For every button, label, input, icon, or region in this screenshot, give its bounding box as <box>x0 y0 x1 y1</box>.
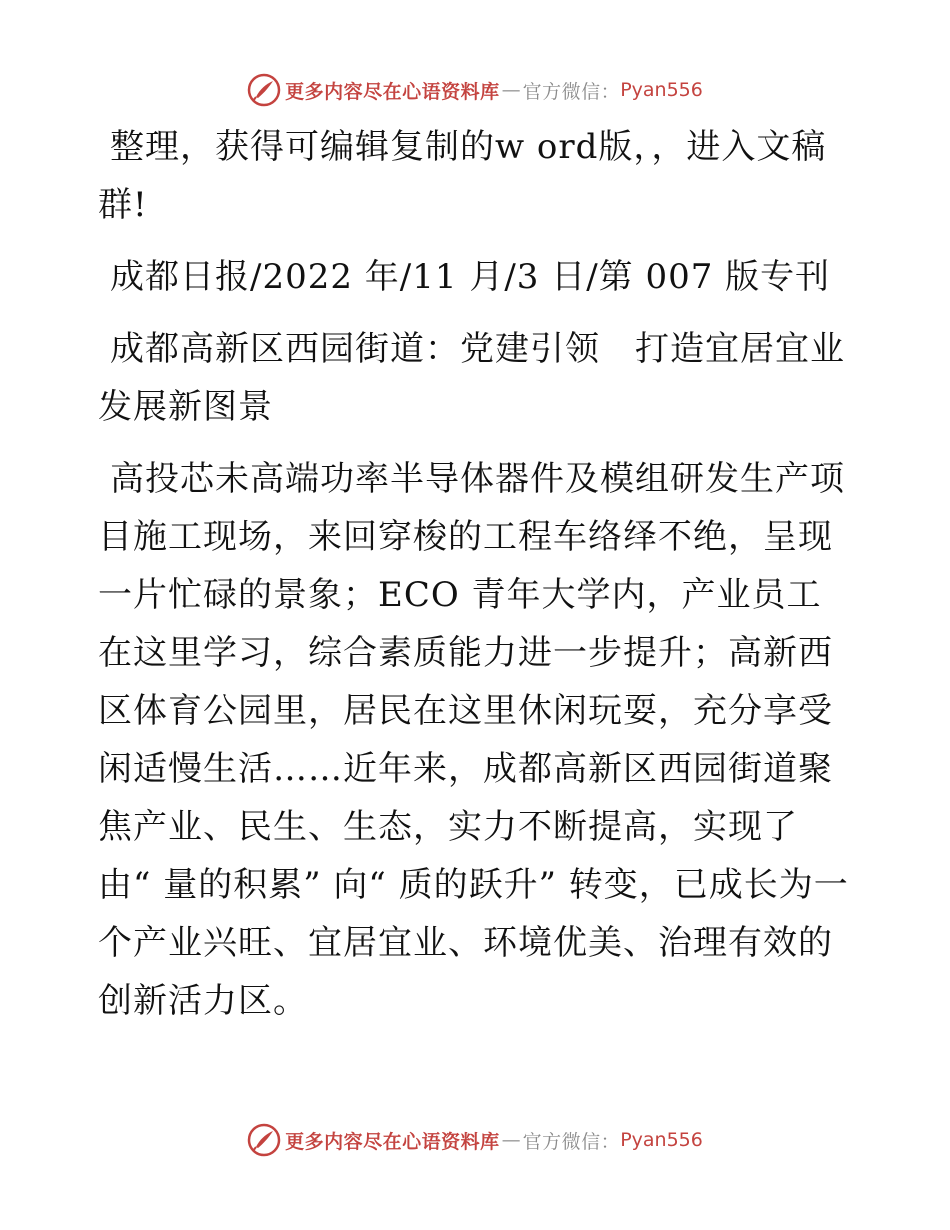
header-watermark <box>0 70 950 110</box>
paragraph-source: 成都日报/2022 年/11 月/3 日/第 007 版专刊 <box>110 257 831 297</box>
watermark-dash: — <box>501 1129 521 1151</box>
paragraph-headline: 成都高新区西园街道：党建引领 打造宜居宜业发展新图景 <box>98 329 845 427</box>
watermark-label: 官方微信： <box>522 1130 621 1153</box>
footer-watermark <box>0 1120 950 1160</box>
paragraph-body: 高投芯未高端功率半导体器件及模组研发生产项目施工现场，来回穿梭的工程车络绎不绝，呈现一片忙碌的景象；ECO 青年大学内，产业员工在这里学习，综合素质能力进一步提升；高新西区体育公园里，居民在这里休闲玩耍，充分享受闲适慢生活……近年来，成都高新区西园街道聚焦产业、民生、生态，实力不断提高，实现了由“ 量的积累” 向“ 质的跃升” 转变，已成长为一个产业兴旺、宜居宜业、环境优美、治理有效的创新活力区。 <box>98 459 849 1021</box>
watermark-main-text: 更多内容尽在心语资料库 <box>285 1130 500 1153</box>
document-body <box>98 118 850 1044</box>
watermark-id: Pyan556 <box>620 1129 703 1151</box>
quill-logo-icon <box>247 1123 281 1157</box>
watermark-label: 官方微信： <box>522 80 621 103</box>
watermark-id: Pyan556 <box>620 79 703 101</box>
watermark-main-text: 更多内容尽在心语资料库 <box>285 80 500 103</box>
watermark-dash: — <box>501 79 521 101</box>
quill-logo-icon <box>247 73 281 107</box>
paragraph-intro: 整理，获得可编辑复制的w ord版，，进入文稿群! <box>98 127 827 225</box>
